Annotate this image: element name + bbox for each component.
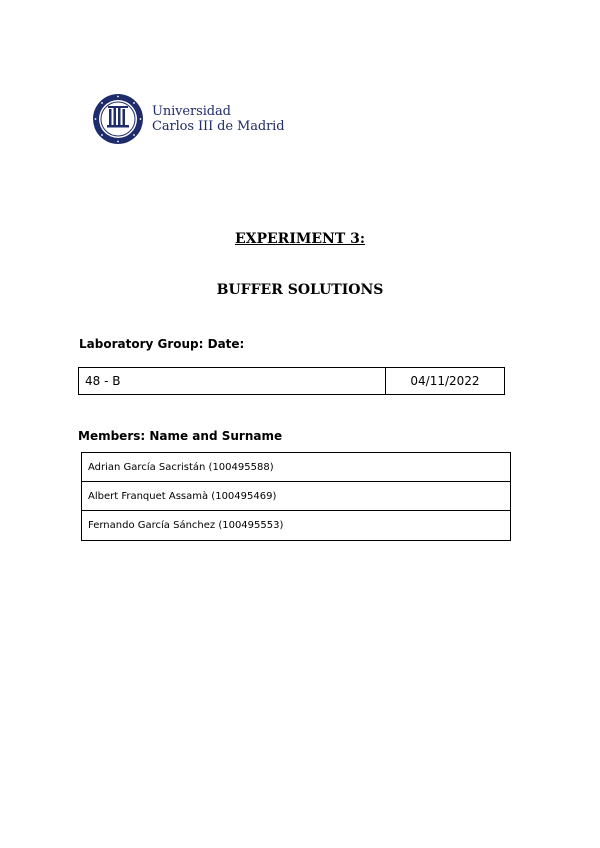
members-label: Members: Name and Surname: [78, 429, 283, 443]
lab-group-value: 48 - B: [79, 368, 386, 394]
university-logo: [92, 93, 284, 145]
lab-group-table: [78, 367, 505, 395]
member-row: Fernando García Sánchez (100495553): [88, 520, 284, 531]
lab-date-value: 04/11/2022: [410, 374, 480, 388]
member-row: Adrian García Sacristán (100495588): [82, 453, 510, 482]
university-line-2: Carlos III de Madrid: [152, 119, 285, 134]
member-row: Albert Franquet Assamà (100495469): [82, 482, 510, 511]
uc3m-seal-icon: [92, 93, 144, 145]
members-table: [81, 452, 511, 541]
lab-group-date-label: Laboratory Group: Date:: [79, 337, 245, 351]
experiment-subtitle: BUFFER SOLUTIONS: [216, 282, 384, 298]
university-name: [152, 104, 284, 134]
experiment-title: EXPERIMENT 3:: [234, 231, 366, 247]
university-line-1: Universidad: [152, 104, 231, 119]
